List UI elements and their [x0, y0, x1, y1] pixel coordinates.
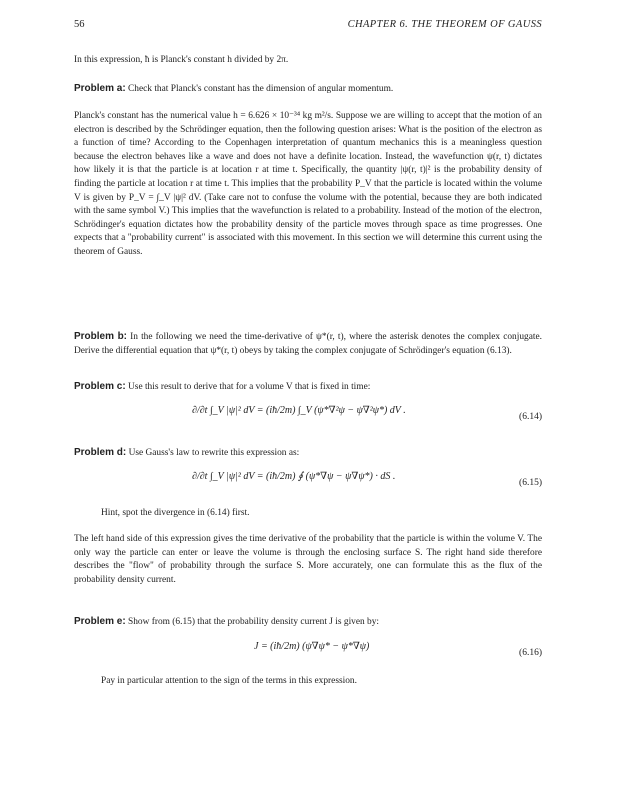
problem-b [74, 330, 542, 358]
equation-6-16 [74, 634, 542, 672]
chapter-title: CHAPTER 6. THE THEOREM OF GAUSS [347, 19, 542, 30]
hint: Hint, spot the divergence in (6.14) first. [101, 508, 250, 518]
equation-6-15-formula: ∂/∂t ∫_V |ψ|² dV = (iħ/2m) ∮ (ψ*∇ψ − ψ∇ψ*) · dS . [192, 471, 396, 482]
equation-6-14 [74, 398, 542, 436]
equation-6-15 [74, 464, 542, 502]
equation-6-16-formula: J = (iħ/2m) (ψ∇ψ* − ψ*∇ψ) [254, 641, 370, 652]
main-paragraph: Planck's constant has the numerical value h = 6.626 × 10⁻³⁴ kg m²/s. Suppose we are willing to accept that the motion of an electron is described by the Schrödinger equation, then the following question arises: What is the position of the electron as a function of time? According to the Copenhagen interpretation of quantum mechanics this is a meaningless question because the electron behaves like a wave and does not have a definite location. Instead, the wavefunction ψ(r, t) dictates how likely it is that the particle is at location r at time t. Specifically, the quantity |ψ(r, t)|² is the probability density of finding the particle at location r at time t. This implies that the probability P_V that the particle is located within the volume V is given by P_V = ∫_V |ψ|² dV. (Take care not to confuse the volume with the potential, because they are both indicated with the same symbol V.) This implies that the wavefunction is related to a probability. Instead of the motion of the electron, Schrödinger's equation dictates how the probability density of the particle moves through space as time progresses. One expects that a "probability current" is associated with this movement. In this section we will determine this current using the theorem of Gauss. [74, 111, 542, 257]
problem-c-text: Use this result to derive that for a volume V that is fixed in time: [128, 382, 371, 392]
problem-b-text: In the following we need the time-derivative of ψ*(r, t), where the asterisk denotes the complex conjugate. Derive the differential equation that ψ*(r, t) obeys by taking the complex conjugate of Schrödinger's equation (6.13). [74, 332, 542, 356]
problem-d [74, 446, 542, 461]
problem-e-text: Show from (6.15) that the probability density current J is given by: [128, 617, 380, 627]
closing-sentence: Pay in particular attention to the sign of the terms in this expression. [101, 676, 357, 686]
equation-6-14-number: (6.14) [519, 412, 542, 422]
equation-6-16-number: (6.16) [519, 648, 542, 658]
problem-b-label: Problem b: [74, 331, 128, 342]
flux-paragraph: The left hand side of this expression gives the time derivative of the probability that the particle is within the volume V. The only way the particle can enter or leave the volume is through the enclosing surface S. The right hand side therefore describes the "flow" of probability through the surface S. More accurately, one can formulate this as the flux of the probability density current. [74, 534, 542, 585]
equation-6-14-formula: ∂/∂t ∫_V |ψ|² dV = (iħ/2m) ∫_V (ψ*∇²ψ − ψ∇²ψ*) dV . [192, 405, 406, 416]
problem-e [74, 615, 542, 630]
problem-e-label: Problem e: [74, 616, 126, 627]
problem-a-label: Problem a: [74, 83, 126, 94]
page-number: 56 [74, 19, 85, 30]
problem-d-text: Use Gauss's law to rewrite this expression as: [128, 448, 300, 458]
problem-c-label: Problem c: [74, 381, 126, 392]
intro-sentence: In this expression, ħ is Planck's constant h divided by 2π. [74, 55, 289, 65]
equation-6-15-number: (6.15) [519, 478, 542, 488]
problem-d-label: Problem d: [74, 447, 127, 458]
problem-a-text: Check that Planck's constant has the dimension of angular momentum. [128, 84, 394, 94]
running-header [74, 18, 542, 32]
problem-c [74, 380, 542, 395]
problem-a [74, 82, 542, 97]
